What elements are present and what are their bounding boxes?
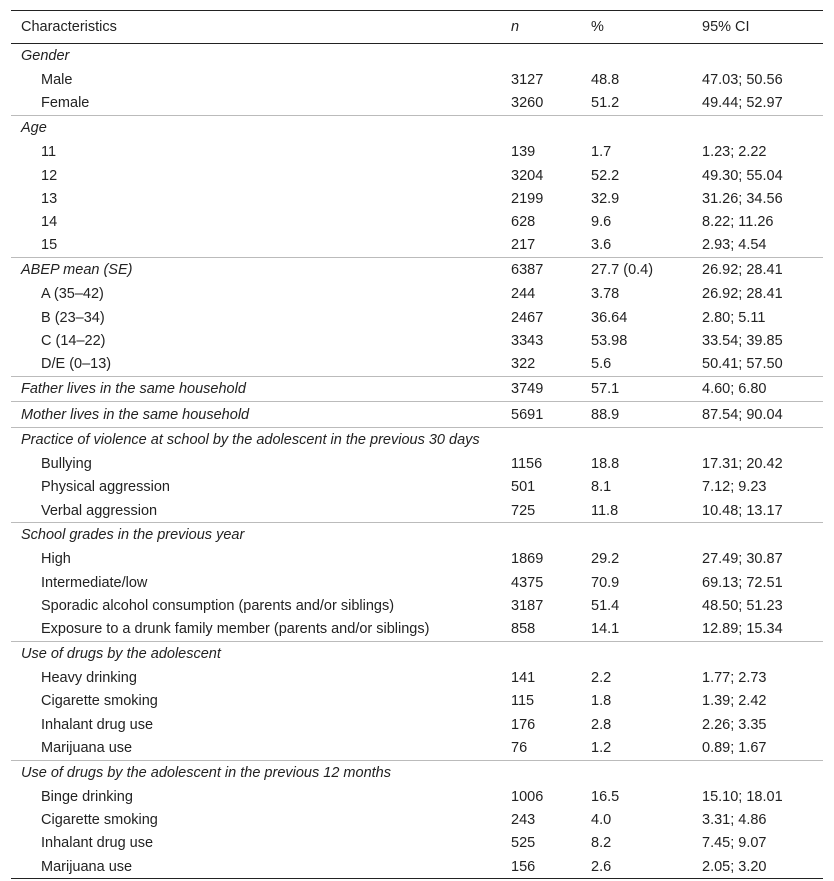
row-percent: 11.8 <box>591 502 619 519</box>
row-ci: 17.31; 20.42 <box>702 455 783 472</box>
row-ci: 2.80; 5.11 <box>702 309 766 326</box>
row-ci: 87.54; 90.04 <box>692 402 823 428</box>
row-ci: 47.03; 50.56 <box>702 72 783 89</box>
row-n: 3749 <box>501 376 581 402</box>
row-ci: 12.89; 15.34 <box>702 621 783 638</box>
row-ci: 2.05; 3.20 <box>692 855 823 879</box>
row-percent: 1.8 <box>591 693 612 710</box>
row-percent: 2.2 <box>591 669 612 686</box>
row-n: 3343 <box>511 332 544 349</box>
row-label: Cigarette smoking <box>41 811 158 828</box>
row-ci: 8.22; 11.26 <box>702 214 774 231</box>
row-percent: 57.1 <box>581 376 692 402</box>
row-ci: 69.13; 72.51 <box>702 574 783 591</box>
row-label: Cigarette smoking <box>41 693 158 710</box>
table-row <box>11 187 823 210</box>
table-row <box>11 329 823 352</box>
row-n: 2467 <box>511 309 544 326</box>
table-header <box>11 11 823 44</box>
row-label: 15 <box>41 237 58 254</box>
row-label: Sporadic alcohol consumption (parents and/or siblings) <box>41 597 395 614</box>
row-percent: 51.2 <box>591 95 620 112</box>
row-percent: 8.1 <box>591 479 612 496</box>
table-row <box>11 832 823 855</box>
row-n: 2199 <box>511 190 544 207</box>
table-row <box>11 141 823 164</box>
group-heading-row <box>11 44 823 69</box>
row-percent: 53.98 <box>591 332 628 349</box>
row-percent: 3.6 <box>591 237 612 254</box>
row-label: Male <box>41 72 73 89</box>
row-percent: 1.7 <box>591 144 612 161</box>
table-row <box>11 69 823 92</box>
row-label: High <box>41 551 71 568</box>
row-ci: 15.10; 18.01 <box>702 788 783 805</box>
table-row <box>11 690 823 713</box>
table-row <box>11 736 823 760</box>
table-row <box>11 808 823 831</box>
table-row <box>11 618 823 642</box>
row-n: 5691 <box>501 402 581 428</box>
row-label: Binge drinking <box>41 788 133 805</box>
row-label: 14 <box>41 214 58 231</box>
row-ci: 49.44; 52.97 <box>702 95 783 112</box>
row-ci: 0.89; 1.67 <box>702 739 767 756</box>
row-n: 4375 <box>511 574 544 591</box>
table-row <box>11 402 823 428</box>
group-label: Gender <box>21 48 70 65</box>
row-ci: 26.92; 28.41 <box>692 258 823 283</box>
group-heading-row <box>11 523 823 548</box>
row-label: ABEP mean (SE) <box>11 258 501 283</box>
row-n: 1869 <box>511 551 544 568</box>
header-n: n <box>501 11 581 44</box>
row-ci: 33.54; 39.85 <box>702 332 783 349</box>
row-n: 3260 <box>511 95 544 112</box>
row-percent: 5.6 <box>591 356 612 373</box>
table-row <box>11 452 823 475</box>
row-ci: 26.92; 28.41 <box>702 286 783 303</box>
row-percent: 29.2 <box>591 551 620 568</box>
row-n: 725 <box>511 502 536 519</box>
row-ci: 1.39; 2.42 <box>702 693 767 710</box>
row-n: 501 <box>511 479 536 496</box>
row-label: Heavy drinking <box>41 669 137 686</box>
row-ci: 48.50; 51.23 <box>702 597 783 614</box>
row-n: 1006 <box>511 788 544 805</box>
row-label: D/E (0–13) <box>41 356 112 373</box>
row-percent: 27.7 (0.4) <box>581 258 692 283</box>
row-n: 1156 <box>511 455 543 472</box>
row-label: B (23–34) <box>41 309 105 326</box>
row-percent: 2.6 <box>581 855 692 879</box>
row-percent: 48.8 <box>591 72 620 89</box>
characteristics-table <box>11 10 823 879</box>
row-label: Verbal aggression <box>41 502 158 519</box>
row-percent: 32.9 <box>591 190 620 207</box>
table-row <box>11 92 823 116</box>
table-container <box>11 10 823 879</box>
row-label: Inhalant drug use <box>41 835 154 852</box>
row-label: Inhalant drug use <box>41 716 154 733</box>
row-n: 244 <box>511 286 536 303</box>
row-n: 176 <box>511 716 536 733</box>
header-percent: % <box>581 11 692 44</box>
row-n: 3204 <box>511 167 544 184</box>
row-ci: 50.41; 57.50 <box>702 356 783 373</box>
row-percent: 9.6 <box>591 214 612 231</box>
row-percent: 70.9 <box>591 574 620 591</box>
row-n: 76 <box>511 739 528 756</box>
row-n: 3127 <box>511 72 544 89</box>
table-row <box>11 571 823 594</box>
group-heading-row <box>11 427 823 452</box>
row-percent: 16.5 <box>591 788 620 805</box>
group-label: Use of drugs by the adolescent <box>11 641 823 666</box>
table-row <box>11 352 823 376</box>
row-ci: 1.77; 2.73 <box>702 669 767 686</box>
row-n: 243 <box>511 811 536 828</box>
group-label: Use of drugs by the adolescent in the previous 12 months <box>11 760 823 785</box>
table-row <box>11 594 823 617</box>
row-n: 141 <box>511 669 536 686</box>
row-n: 322 <box>511 356 536 373</box>
row-label: Female <box>41 95 90 112</box>
row-label: Physical aggression <box>41 479 170 496</box>
row-n: 628 <box>511 214 536 231</box>
row-label: Father lives in the same household <box>11 376 501 402</box>
table-row <box>11 234 823 258</box>
row-percent: 52.2 <box>591 167 620 184</box>
row-n: 217 <box>511 237 536 254</box>
row-ci: 1.23; 2.22 <box>702 144 767 161</box>
row-n: 525 <box>511 835 536 852</box>
table-row <box>11 210 823 233</box>
row-label: 13 <box>41 190 58 207</box>
row-ci: 49.30; 55.04 <box>702 167 783 184</box>
table-row <box>11 283 823 306</box>
table-row <box>11 499 823 523</box>
table-row <box>11 713 823 736</box>
row-ci: 10.48; 13.17 <box>702 502 783 519</box>
row-percent: 14.1 <box>591 621 620 638</box>
table-row <box>11 666 823 689</box>
group-label: Practice of violence at school by the adolescent in the previous 30 days <box>11 427 823 452</box>
row-percent: 8.2 <box>591 835 612 852</box>
row-percent: 88.9 <box>581 402 692 428</box>
table-row <box>11 476 823 499</box>
group-label: Age <box>11 116 823 141</box>
header-ci: 95% CI <box>692 11 823 44</box>
row-ci: 31.26; 34.56 <box>702 190 783 207</box>
table-row <box>11 306 823 329</box>
row-n: 6387 <box>501 258 581 283</box>
row-percent: 3.78 <box>591 286 620 303</box>
table-body <box>11 44 823 879</box>
row-label: Intermediate/low <box>41 574 148 591</box>
row-label: Exposure to a drunk family member (parents and/or siblings) <box>41 621 430 638</box>
row-ci: 2.26; 3.35 <box>702 716 767 733</box>
row-label: Marijuana use <box>41 739 133 756</box>
row-label: 12 <box>41 167 58 184</box>
row-percent: 36.64 <box>591 309 628 326</box>
row-ci: 7.12; 9.23 <box>702 479 767 496</box>
row-ci: 4.60; 6.80 <box>692 376 823 402</box>
table-row <box>11 855 823 879</box>
row-label: C (14–22) <box>41 332 106 349</box>
group-label: School grades in the previous year <box>11 523 823 548</box>
table-row <box>11 376 823 402</box>
table-row <box>11 785 823 808</box>
row-label: Mother lives in the same household <box>11 402 501 428</box>
table-row <box>11 258 823 283</box>
row-n: 115 <box>511 693 535 710</box>
group-heading-row <box>11 760 823 785</box>
row-label: 11 <box>41 144 57 161</box>
row-n: 3187 <box>511 597 544 614</box>
row-ci: 2.93; 4.54 <box>702 237 767 254</box>
row-percent: 1.2 <box>591 739 612 756</box>
row-n: 156 <box>501 855 581 879</box>
group-heading-row <box>11 641 823 666</box>
row-percent: 2.8 <box>591 716 612 733</box>
row-ci: 7.45; 9.07 <box>702 835 767 852</box>
row-label: Marijuana use <box>11 855 501 879</box>
row-ci: 27.49; 30.87 <box>702 551 783 568</box>
table-row <box>11 164 823 187</box>
row-percent: 18.8 <box>591 455 620 472</box>
header-row <box>11 11 823 44</box>
row-n: 858 <box>511 621 536 638</box>
row-label: Bullying <box>41 455 92 472</box>
header-characteristics: Characteristics <box>11 11 501 44</box>
group-heading-row <box>11 116 823 141</box>
row-label: A (35–42) <box>41 286 104 303</box>
table-row <box>11 548 823 571</box>
row-percent: 51.4 <box>591 597 620 614</box>
row-n: 139 <box>511 144 536 161</box>
row-ci: 3.31; 4.86 <box>702 811 767 828</box>
row-percent: 4.0 <box>591 811 612 828</box>
